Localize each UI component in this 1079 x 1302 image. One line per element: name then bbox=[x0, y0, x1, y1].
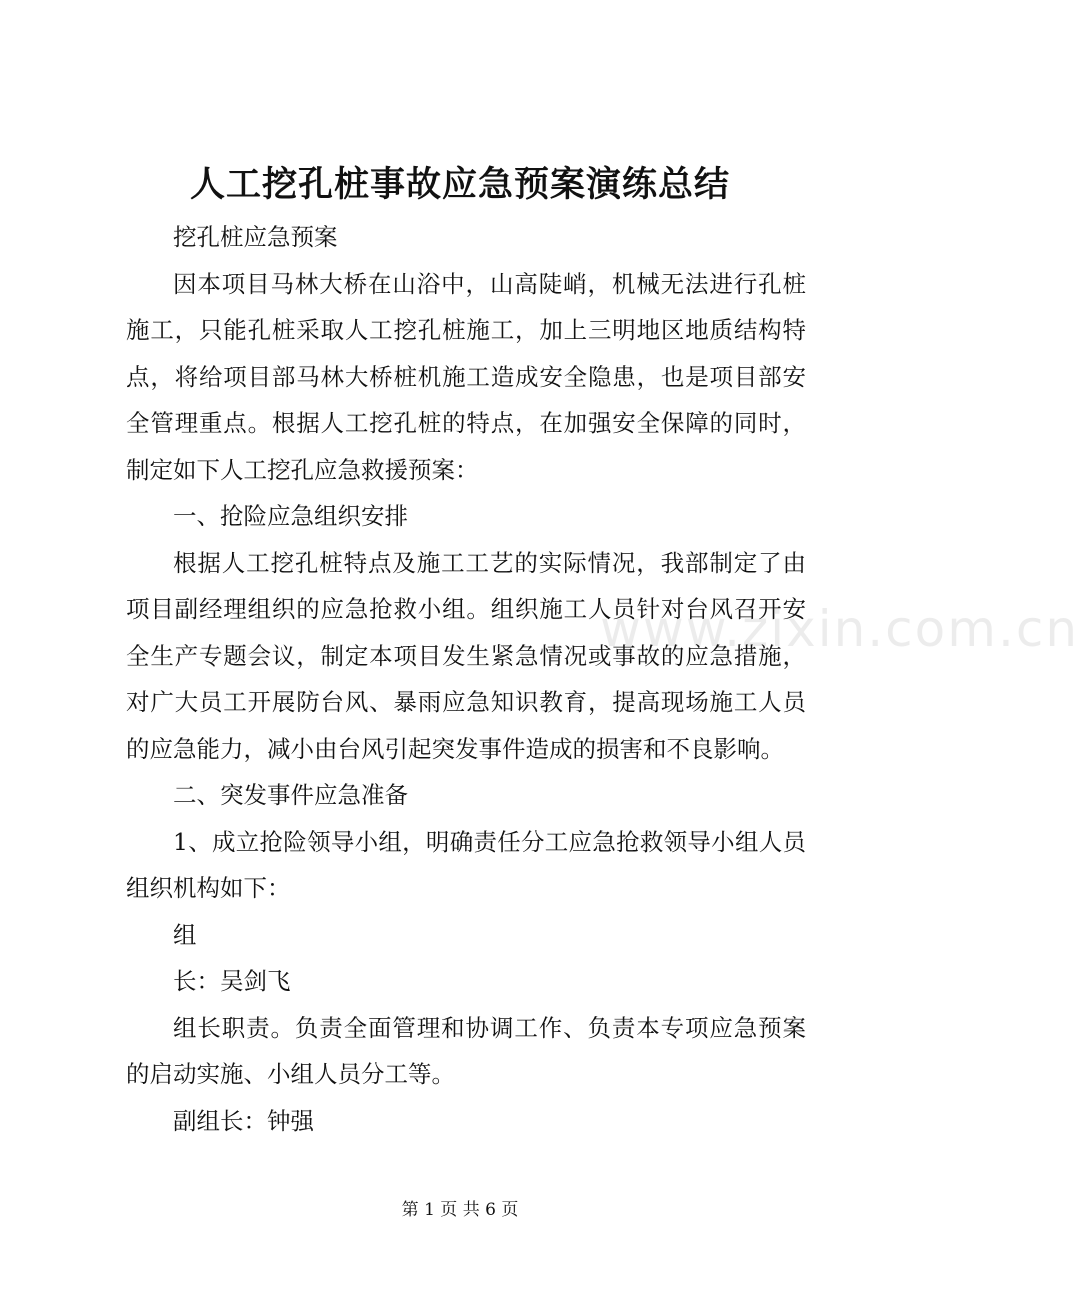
paragraph-organization: 根据人工挖孔桩特点及施工工艺的实际情况，我部制定了由项目副经理组织的应急抢救小组。组织施工人员针对台风召开安全生产专题会议，制定本项目发生紧急情况或事故的应急措施，对广大员工开展防台风、暴雨应急知识教育，提高现场施工人员的应急能力，减小由台风引起突发事件造成的损害和不良影响。 bbox=[126, 548, 806, 763]
page-footer: 第 1 页 共 6 页 bbox=[401, 1200, 519, 1220]
paragraph-group-label: 组 bbox=[173, 920, 197, 949]
paragraph-leader-duties: 组长职责。负责全面管理和协调工作、负责本专项应急预案的启动实施、小组人员分工等。 bbox=[126, 1013, 806, 1088]
paragraph-heading-2: 二、突发事件应急准备 bbox=[173, 781, 408, 809]
watermark-text: www.zixin.com.cn bbox=[600, 600, 1079, 658]
document-body bbox=[126, 214, 806, 1144]
paragraph-group-leader: 长：吴剑飞 bbox=[173, 967, 291, 995]
paragraph-heading-1: 一、抢险应急组织安排 bbox=[173, 502, 408, 530]
paragraph-deputy-leader: 副组长：钟强 bbox=[173, 1106, 314, 1135]
paragraph-intro: 因本项目马林大桥在山浴中，山高陡峭，机械无法进行孔桩施工，只能孔桩采取人工挖孔桩施工，加上三明地区地质结构特点，将给项目部马林大桥桩机施工造成安全隐患，也是项目部安全管理重点。根据人工挖孔桩的特点，在加强安全保障的同时，制定如下人工挖孔应急救援预案： bbox=[126, 269, 806, 484]
paragraph-subtitle: 挖孔桩应急预案 bbox=[173, 223, 338, 251]
paragraph-leadership-group: 1、成立抢险领导小组，明确责任分工应急抢救领导小组人员组织机构如下： bbox=[126, 827, 806, 902]
document-title: 人工挖孔桩事故应急预案演练总结 bbox=[189, 164, 730, 205]
